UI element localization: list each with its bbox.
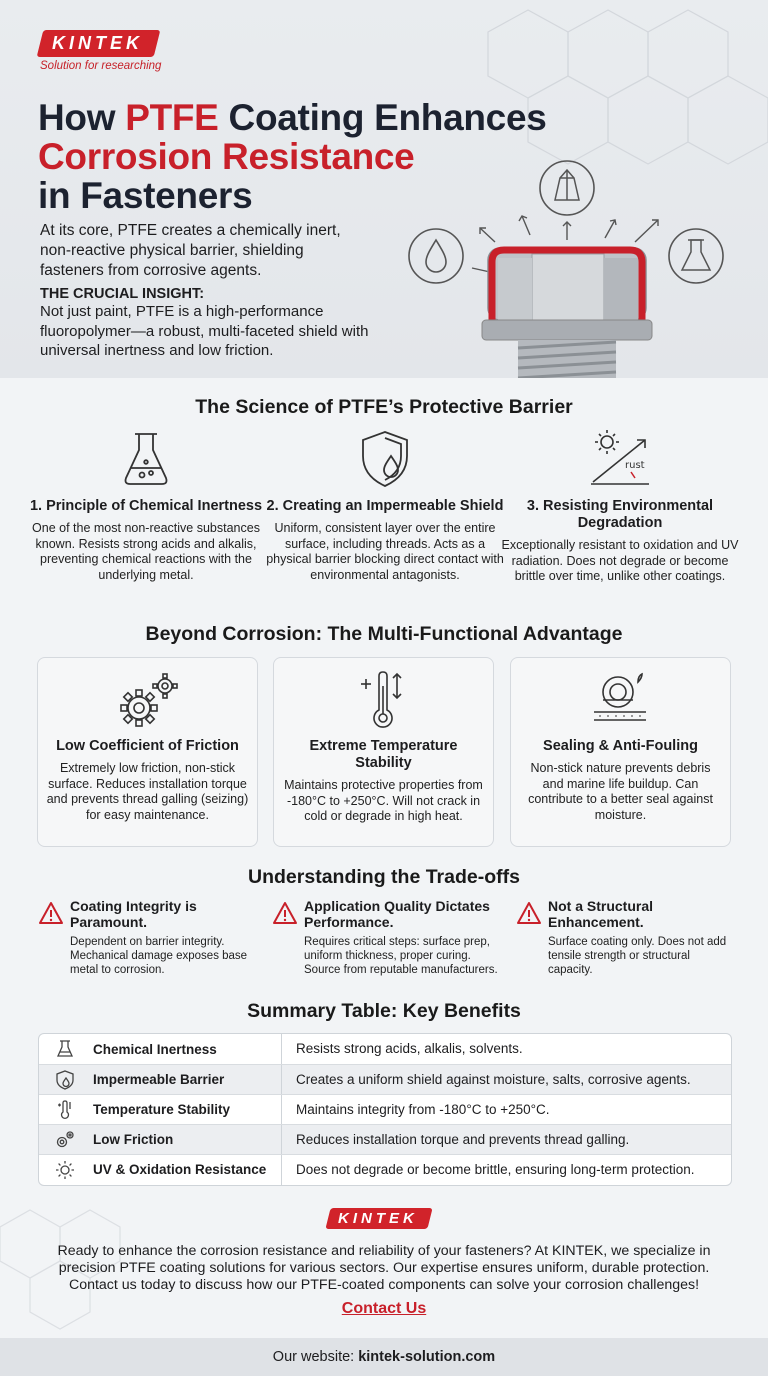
logo-badge: KINTEK bbox=[37, 30, 161, 57]
science-item-title: 3. Resisting Environmental Degradation bbox=[526, 498, 714, 531]
table-cell-desc: Does not degrade or become brittle, ensuring long-term protection. bbox=[281, 1155, 732, 1185]
tradeoff-item-not-structural bbox=[516, 898, 736, 977]
sun-icon bbox=[55, 1160, 75, 1180]
advantage-card-low-friction bbox=[37, 657, 258, 847]
tradeoff-item-integrity bbox=[38, 898, 268, 977]
cta-text: Ready to enhance the corrosion resistance and reliability of your fasteners? At KINTEK, we specialize in precision PTFE coating solutions for various sectors. Our expertise ensures uniform, durable protection. Contact us today to discuss how our PTFE-coated components can solve your corrosion challenges! bbox=[57, 1243, 711, 1293]
advantage-card-title: Low Coefficient of Friction bbox=[56, 738, 239, 754]
tradeoff-title: Not a Structural Enhancement. bbox=[548, 898, 654, 930]
flask-icon bbox=[55, 1039, 75, 1059]
science-item-impermeable-shield bbox=[265, 428, 505, 583]
table-cell-desc: Maintains integrity from -180°C to +250°C. bbox=[281, 1095, 732, 1125]
tradeoff-item-application-quality bbox=[272, 898, 502, 977]
table-row bbox=[39, 1154, 732, 1184]
website-prefix: Our website: bbox=[272, 1349, 359, 1365]
hero-section bbox=[0, 0, 768, 378]
gears-icon bbox=[113, 670, 183, 732]
table-row bbox=[39, 1064, 732, 1094]
footer-kintek-logo bbox=[328, 1208, 430, 1229]
table-cell-desc: Creates a uniform shield against moisture, salts, corrosive agents. bbox=[281, 1065, 732, 1095]
tradeoff-title: Coating Integrity is Paramount. bbox=[70, 898, 197, 930]
table-cell-label: UV & Oxidation Resistance bbox=[93, 1162, 267, 1177]
shield-drop-icon bbox=[55, 1070, 75, 1090]
shield-drop-icon bbox=[357, 428, 413, 488]
science-item-chemical-inertness bbox=[26, 428, 266, 583]
tradeoffs-section-title: Understanding the Trade-offs bbox=[248, 866, 520, 888]
science-item-environmental-degradation bbox=[500, 428, 740, 585]
table-row bbox=[39, 1034, 732, 1064]
page-title: How PTFE Coating Enhances Corrosion Resistance in Fasteners bbox=[38, 97, 547, 216]
table-cell-label: Low Friction bbox=[93, 1132, 174, 1147]
advantage-card-sealing bbox=[510, 657, 731, 847]
science-item-text: Exceptionally resistant to oxidation and UV radiation. Does not degrade or become brittle over time, unlike other coatings. bbox=[501, 538, 739, 583]
insight-title: THE CRUCIAL INSIGHT: bbox=[40, 286, 205, 302]
table-cell-desc: Reduces installation torque and prevents thread galling. bbox=[281, 1125, 732, 1155]
rust-label: rust bbox=[625, 460, 645, 471]
tradeoff-text: Requires critical steps: surface prep, uniform thickness, proper curing. Source from reputable manufacturers. bbox=[304, 936, 498, 976]
advantage-card-title: Sealing & Anti-Fouling bbox=[543, 738, 698, 754]
hero-intro: At its core, PTFE creates a chemically inert, non-reactive physical barrier, shielding fasteners from corrosive agents. bbox=[40, 222, 341, 279]
science-item-title: 2. Creating an Impermeable Shield bbox=[266, 498, 504, 514]
flask-icon bbox=[118, 428, 174, 488]
tradeoff-title: Application Quality Dictates Performance. bbox=[304, 898, 490, 930]
coated-bolt-illustration bbox=[400, 150, 730, 378]
summary-section-title: Summary Table: Key Benefits bbox=[247, 1000, 521, 1022]
table-cell-desc: Resists strong acids, alkalis, solvents. bbox=[281, 1034, 732, 1064]
tradeoff-text: Dependent on barrier integrity. Mechanical damage exposes base metal to corrosion. bbox=[70, 936, 248, 976]
gears-icon bbox=[54, 1130, 76, 1150]
summary-table bbox=[38, 1033, 732, 1186]
advantage-card-text: Maintains protective properties from -180°C to +250°C. Will not crack in cold or degrade in high heat. bbox=[284, 778, 483, 823]
advantage-card-title: Extreme Temperature Stability bbox=[309, 738, 458, 771]
science-item-title: 1. Principle of Chemical Inertness bbox=[29, 498, 263, 514]
sun-rust-icon bbox=[587, 428, 653, 488]
table-row bbox=[39, 1094, 732, 1124]
science-item-text: One of the most non-reactive substances known. Resists strong acids and alkalis, preventing chemical reactions with the underlying metal. bbox=[32, 521, 260, 582]
advantages-section-title: Beyond Corrosion: The Multi-Functional Advantage bbox=[145, 623, 623, 645]
website-footer bbox=[0, 1338, 768, 1376]
science-item-text: Uniform, consistent layer over the entire surface, including threads. Acts as a physical barrier blocking direct contact with environmental antagonists. bbox=[266, 521, 504, 582]
contact-us-link[interactable]: Contact Us bbox=[341, 1300, 427, 1317]
kintek-logo bbox=[40, 30, 200, 72]
table-cell-label: Temperature Stability bbox=[93, 1102, 231, 1117]
advantage-card-temperature bbox=[273, 657, 494, 847]
logo-tagline: Solution for researching bbox=[40, 60, 162, 72]
website-link[interactable]: kintek-solution.com bbox=[358, 1349, 496, 1365]
table-cell-label: Chemical Inertness bbox=[93, 1041, 217, 1057]
tradeoff-text: Surface coating only. Does not add tensile strength or structural capacity. bbox=[548, 936, 727, 976]
warning-icon bbox=[38, 901, 64, 925]
thermometer-icon bbox=[349, 670, 419, 732]
table-row bbox=[39, 1124, 732, 1154]
advantage-card-text: Non-stick nature prevents debris and marine life buildup. Can contribute to a better seal against moisture. bbox=[528, 761, 713, 822]
science-section-title: The Science of PTFE’s Protective Barrier bbox=[195, 396, 573, 418]
logo-badge: KINTEK bbox=[325, 1208, 432, 1229]
warning-icon bbox=[516, 901, 542, 925]
advantage-card-text: Extremely low friction, non-stick surface. Reduces installation torque and prevents thread galling (seizing) for easy maintenance. bbox=[46, 761, 249, 822]
thermometer-icon bbox=[55, 1100, 75, 1120]
warning-icon bbox=[272, 901, 298, 925]
seal-icon bbox=[586, 670, 656, 732]
insight-text: Not just paint, PTFE is a high-performance fluoropolymer—a robust, multi-faceted shield with universal inertness and low friction. bbox=[40, 303, 369, 359]
table-cell-label: Impermeable Barrier bbox=[93, 1072, 225, 1087]
